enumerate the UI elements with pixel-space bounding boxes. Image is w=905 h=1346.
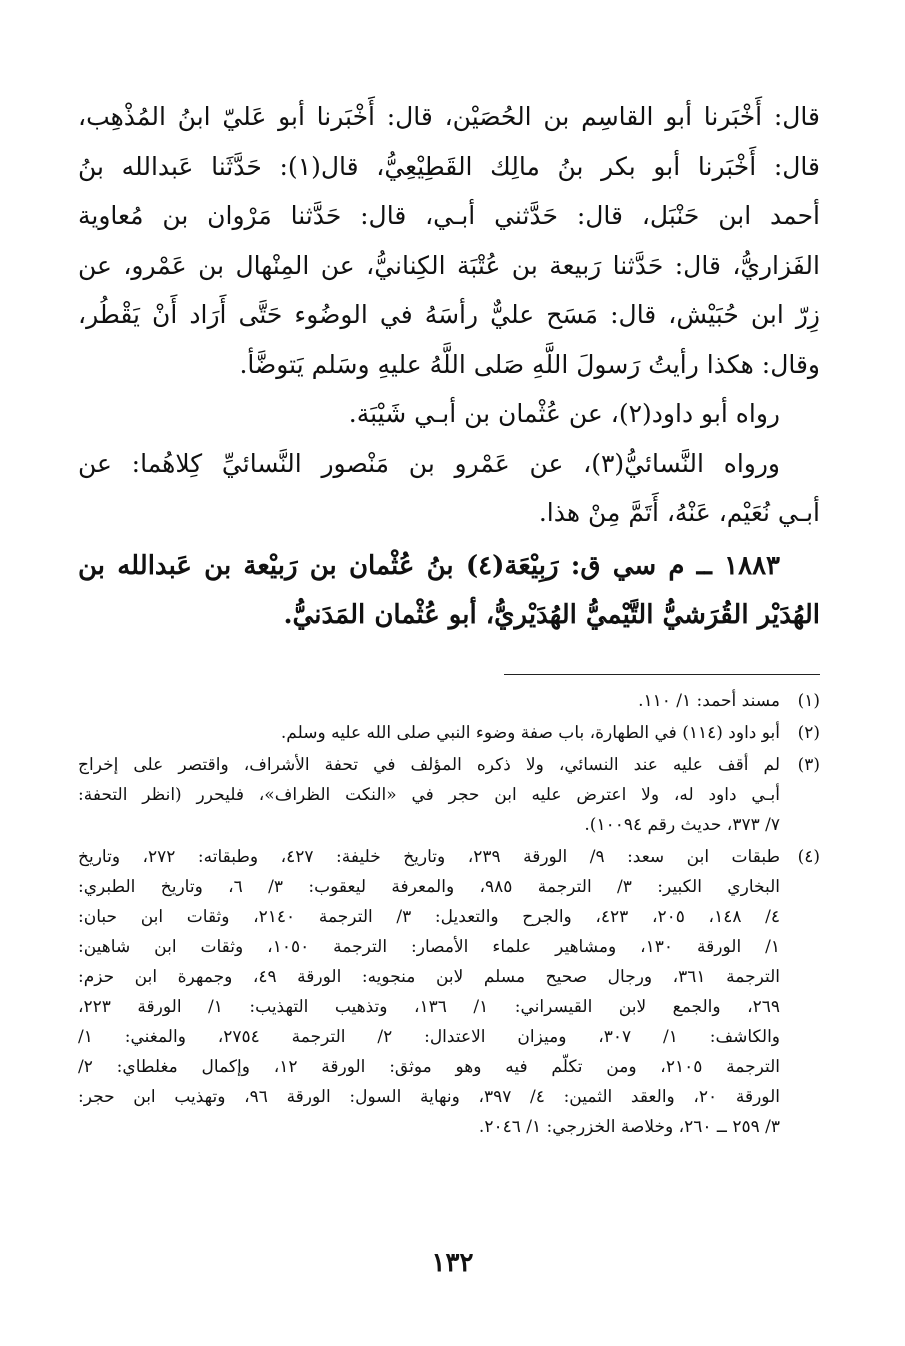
footnote-number: (١) xyxy=(797,691,820,711)
footnote-line: ٢٦٩، والجمع لابن القيسراني: ١/ ١٣٦، وتذهيب التهذيب: ١/ الورقة ٢٢٣، xyxy=(78,997,780,1017)
footnote-line: ٤/ ١٤٨، ٢٠٥، ٤٢٣، والجرح والتعديل: ٣/ الترجمة ٢١٤٠، وثقات ابن حبان: xyxy=(78,907,780,927)
text-line: قال: أَخْبَرنا أبو القاسِم بن الحُصَيْن، قال: أَخْبَرنا أبو عَليّ ابنُ المُذْهِب، xyxy=(78,102,820,131)
footnote-number: (٢) xyxy=(797,723,820,743)
footnote xyxy=(78,842,820,1142)
entry-heading-line: ١٨٨٣ ــ م سي ق: رَبِيْعَة(٤) بنُ عُثْمان بن رَبيْعة بن عَبدالله بن xyxy=(78,550,780,581)
text-line: رواه أبو داود(٢)، عن عُثْمان بن أبـي شَيْبَة. xyxy=(348,399,780,428)
text-line: أحمد ابن حَنْبَل، قال: حَدَّثني أبـي، قال: حَدَّثنا مَرْوان بن مُعاوية xyxy=(78,201,820,230)
text-line: أبـي نُعَيْم، عَنْهُ، أَتَمَّ مِنْ هذا. xyxy=(538,498,820,527)
footnote-line: أبـي داود له، ولا اعترض عليه ابن حجر في «النكت الظراف»، فليحرر (انظر التحفة: xyxy=(78,785,780,805)
footnote-line: البخاري الكبير: ٣/ الترجمة ٩٨٥، والمعرفة ليعقوب: ٣/ ٦، وتاريخ الطبري: xyxy=(78,877,780,897)
page-number: ١٣٢ xyxy=(431,1248,474,1278)
footnote-divider xyxy=(504,674,820,675)
footnote-number: (٤) xyxy=(797,847,820,867)
footnotes xyxy=(78,686,820,1144)
footnote-line: الترجمة ٣٦١، ورجال صحيح مسلم لابن منجويه: الورقة ٤٩، وجمهرة ابن حزم: xyxy=(78,967,780,987)
footnote xyxy=(78,750,820,840)
footnote-line: ٣/ ٢٥٩ ــ ٢٦٠، وخلاصة الخزرجي: ١/ ٢٠٤٦. xyxy=(478,1117,780,1137)
footnote-line: الورقة ٢٠، والعقد الثمين: ٤/ ٣٩٧، ونهاية السول: الورقة ٩٦، وتهذيب ابن حجر: xyxy=(78,1087,780,1107)
footnote-line: مسند أحمد: ١/ ١١٠. xyxy=(638,691,780,711)
footnote xyxy=(78,718,820,748)
footnote-line: ١/ الورقة ١٣٠، ومشاهير علماء الأمصار: الترجمة ١٠٥٠، وثقات ابن شاهين: xyxy=(78,937,780,957)
text-line: ورواه النَّسائيُّ(٣)، عن عَمْرو بن مَنْصور النَّسائيِّ كِلاهُما: عن xyxy=(78,448,780,478)
footnote-line: أبو داود (١١٤) في الطهارة، باب صفة وضوء النبي صلى الله عليه وسلم. xyxy=(280,723,780,743)
footnote-line: ٧/ ٣٧٣، حديث رقم ١٠٠٩٤). xyxy=(584,815,780,835)
footnote-line: والكاشف: ١/ ٣٠٧، وميزان الاعتدال: ٢/ الترجمة ٢٧٥٤، والمغني: ١/ xyxy=(78,1027,780,1047)
footnote-line: طبقات ابن سعد: ٩/ الورقة ٢٣٩، وتاريخ خليفة: ٤٢٧، وطبقاته: ٢٧٢، وتاريخ xyxy=(78,847,780,867)
footnote-number: (٣) xyxy=(797,755,820,775)
main-text xyxy=(78,92,820,641)
footnote xyxy=(78,686,820,716)
entry-heading-line: الهُدَيْر القُرَشيُّ التَّيْميُّ الهُدَيْريُّ، أبو عُثْمان المَدَنيُّ. xyxy=(283,600,820,630)
footnote-line: الترجمة ٢١٠٥، ومن تكلّم فيه وهو موثق: الورقة ١٢، وإكمال مغلطاي: ٢/ xyxy=(78,1057,780,1077)
text-line: زِرّ ابن حُبَيْش، قال: مَسَح عليٌّ رأسَهُ في الوضُوء حَتَّى أَرَاد أَنْ يَقْطُر، xyxy=(78,300,820,329)
footnote-line: لم أقف عليه عند النسائي، ولا ذكره المؤلف في تحفة الأشراف، واقتصر على إخراج xyxy=(78,755,780,775)
text-line: قال: أَخْبَرنا أبو بكر بنُ مالِك القَطِيْعِيُّ، قال(١): حَدَّثَنا عَبدالله بنُ xyxy=(78,151,820,181)
text-line: الفَزاريُّ، قال: حَدَّثنا رَبيعة بن عُتْبَة الكِنانيُّ، عن المِنْهال بن عَمْرو، عن xyxy=(78,250,820,280)
text-line: وقال: هكذا رأيتُ رَسولَ اللَّهِ صَلى اللَّهُ عليهِ وسَلم يَتوضَّأ. xyxy=(239,349,820,379)
